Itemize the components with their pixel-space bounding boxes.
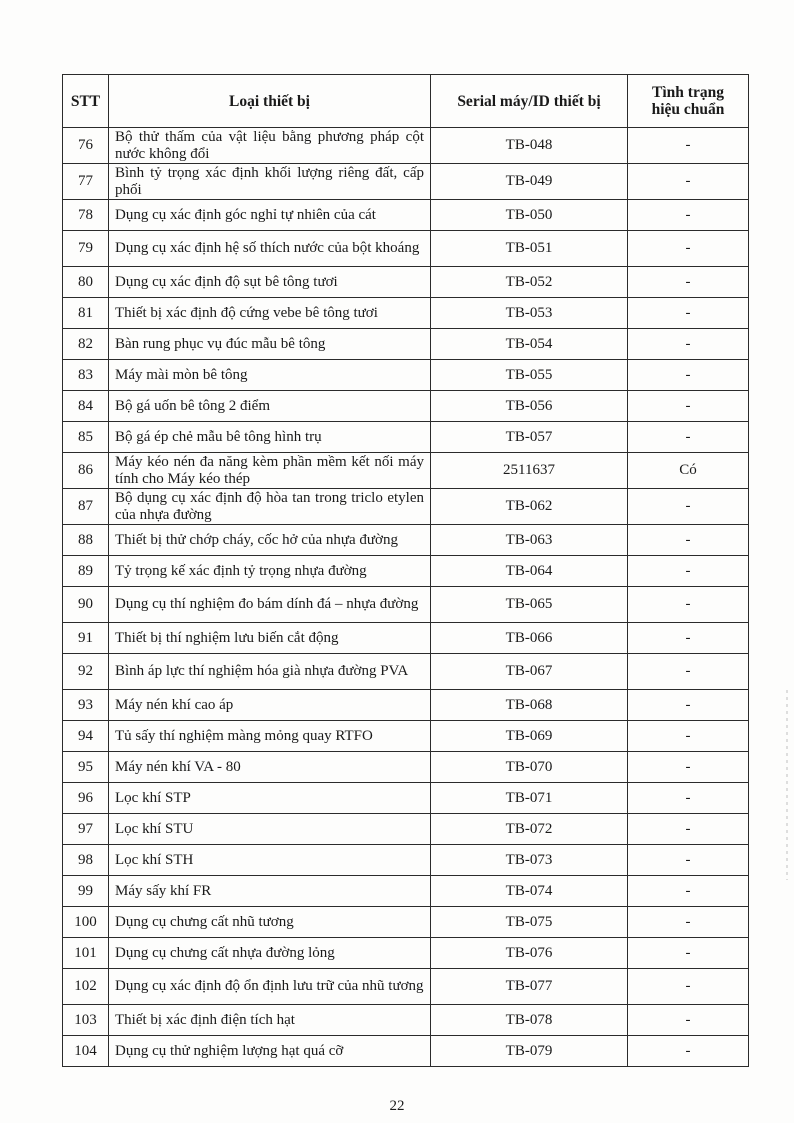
row-equipment-type: Thiết bị thí nghiệm lưu biến cắt động — [109, 623, 431, 654]
row-stt: 85 — [63, 422, 109, 453]
row-stt: 101 — [63, 938, 109, 969]
row-stt: 86 — [63, 453, 109, 489]
row-equipment-type: Máy nén khí cao áp — [109, 690, 431, 721]
row-serial-id: TB-069 — [431, 721, 628, 752]
row-calibration-status: - — [628, 623, 749, 654]
row-stt: 87 — [63, 489, 109, 525]
row-equipment-type: Dụng cụ chưng cất nhũ tương — [109, 907, 431, 938]
row-equipment-type: Lọc khí STU — [109, 814, 431, 845]
row-equipment-type: Dụng cụ xác định góc nghỉ tự nhiên của cát — [109, 200, 431, 231]
row-equipment-type: Lọc khí STP — [109, 783, 431, 814]
row-serial-id: 2511637 — [431, 453, 628, 489]
row-equipment-type: Dụng cụ chưng cất nhựa đường lỏng — [109, 938, 431, 969]
row-serial-id: TB-050 — [431, 200, 628, 231]
row-stt: 103 — [63, 1005, 109, 1036]
row-equipment-type: Dụng cụ thí nghiệm đo bám dính đá – nhựa đường — [109, 587, 431, 623]
row-equipment-type: Bộ thử thấm của vật liệu bằng phương pháp cột nước không đổi — [109, 128, 431, 164]
row-stt: 83 — [63, 360, 109, 391]
row-serial-id: TB-056 — [431, 391, 628, 422]
row-serial-id: TB-066 — [431, 623, 628, 654]
row-stt: 89 — [63, 556, 109, 587]
row-stt: 80 — [63, 267, 109, 298]
row-stt: 91 — [63, 623, 109, 654]
row-calibration-status: - — [628, 128, 749, 164]
table-row — [63, 623, 749, 654]
row-calibration-status: - — [628, 360, 749, 391]
row-stt: 77 — [63, 164, 109, 200]
row-serial-id: TB-054 — [431, 329, 628, 360]
table-row — [63, 231, 749, 267]
row-stt: 88 — [63, 525, 109, 556]
table-row — [63, 422, 749, 453]
row-serial-id: TB-055 — [431, 360, 628, 391]
row-calibration-status: - — [628, 329, 749, 360]
row-equipment-type: Thiết bị thử chớp cháy, cốc hở của nhựa đường — [109, 525, 431, 556]
table-row — [63, 525, 749, 556]
row-stt: 84 — [63, 391, 109, 422]
table-row — [63, 845, 749, 876]
row-calibration-status: - — [628, 907, 749, 938]
row-serial-id: TB-057 — [431, 422, 628, 453]
table-row — [63, 654, 749, 690]
row-serial-id: TB-075 — [431, 907, 628, 938]
table-row — [63, 1036, 749, 1067]
row-stt: 104 — [63, 1036, 109, 1067]
row-equipment-type: Bộ dụng cụ xác định độ hòa tan trong triclo etylen của nhựa đường — [109, 489, 431, 525]
row-stt: 76 — [63, 128, 109, 164]
row-equipment-type: Máy nén khí VA - 80 — [109, 752, 431, 783]
row-serial-id: TB-070 — [431, 752, 628, 783]
row-stt: 102 — [63, 969, 109, 1005]
table-row — [63, 814, 749, 845]
row-equipment-type: Bộ gá uốn bê tông 2 điểm — [109, 391, 431, 422]
table-row — [63, 360, 749, 391]
row-serial-id: TB-077 — [431, 969, 628, 1005]
row-serial-id: TB-079 — [431, 1036, 628, 1067]
table-body — [63, 128, 749, 1067]
row-equipment-type: Dụng cụ xác định độ ổn định lưu trữ của nhũ tương — [109, 969, 431, 1005]
row-equipment-type: Dụng cụ xác định hệ số thích nước của bột khoáng — [109, 231, 431, 267]
row-equipment-type: Bình tỷ trọng xác định khối lượng riêng đất, cấp phối — [109, 164, 431, 200]
row-calibration-status: - — [628, 938, 749, 969]
row-stt: 93 — [63, 690, 109, 721]
row-calibration-status: - — [628, 1005, 749, 1036]
row-equipment-type: Bình áp lực thí nghiệm hóa già nhựa đường PVA — [109, 654, 431, 690]
row-serial-id: TB-049 — [431, 164, 628, 200]
row-serial-id: TB-074 — [431, 876, 628, 907]
row-serial-id: TB-072 — [431, 814, 628, 845]
row-calibration-status: - — [628, 690, 749, 721]
row-serial-id: TB-048 — [431, 128, 628, 164]
table-row — [63, 200, 749, 231]
row-stt: 97 — [63, 814, 109, 845]
row-stt: 79 — [63, 231, 109, 267]
row-calibration-status: - — [628, 391, 749, 422]
row-equipment-type: Thiết bị xác định điện tích hạt — [109, 1005, 431, 1036]
scan-artifact — [786, 690, 788, 880]
row-serial-id: TB-067 — [431, 654, 628, 690]
row-serial-id: TB-071 — [431, 783, 628, 814]
row-calibration-status: - — [628, 721, 749, 752]
header-equipment-type: Loại thiết bị — [109, 75, 431, 128]
table-row — [63, 587, 749, 623]
table-row — [63, 128, 749, 164]
row-calibration-status: - — [628, 231, 749, 267]
table-row — [63, 721, 749, 752]
row-equipment-type: Máy mài mòn bê tông — [109, 360, 431, 391]
table-row — [63, 907, 749, 938]
table-row — [63, 391, 749, 422]
page-number: 22 — [389, 1098, 405, 1114]
row-equipment-type: Dụng cụ xác định độ sụt bê tông tươi — [109, 267, 431, 298]
row-serial-id: TB-078 — [431, 1005, 628, 1036]
row-calibration-status: - — [628, 298, 749, 329]
table-row — [63, 969, 749, 1005]
row-serial-id: TB-052 — [431, 267, 628, 298]
table-row — [63, 164, 749, 200]
row-stt: 99 — [63, 876, 109, 907]
row-serial-id: TB-053 — [431, 298, 628, 329]
row-serial-id: TB-064 — [431, 556, 628, 587]
row-calibration-status: - — [628, 556, 749, 587]
row-equipment-type: Tủ sấy thí nghiệm màng mỏng quay RTFO — [109, 721, 431, 752]
table-row — [63, 690, 749, 721]
table-row — [63, 298, 749, 329]
row-serial-id: TB-073 — [431, 845, 628, 876]
row-serial-id: TB-065 — [431, 587, 628, 623]
table-row — [63, 752, 749, 783]
table-row — [63, 938, 749, 969]
row-calibration-status: - — [628, 1036, 749, 1067]
row-equipment-type: Lọc khí STH — [109, 845, 431, 876]
table-row — [63, 556, 749, 587]
row-calibration-status: - — [628, 845, 749, 876]
row-stt: 98 — [63, 845, 109, 876]
table-row — [63, 489, 749, 525]
header-stt: STT — [63, 75, 109, 128]
table-row — [63, 267, 749, 298]
row-calibration-status: - — [628, 814, 749, 845]
row-calibration-status: - — [628, 489, 749, 525]
header-calibration-status: Tình trạng hiệu chuẩn — [628, 75, 749, 128]
row-serial-id: TB-062 — [431, 489, 628, 525]
table-row — [63, 329, 749, 360]
row-serial-id: TB-076 — [431, 938, 628, 969]
row-equipment-type: Bộ gá ép chẻ mẫu bê tông hình trụ — [109, 422, 431, 453]
row-calibration-status: - — [628, 654, 749, 690]
row-stt: 82 — [63, 329, 109, 360]
row-calibration-status: - — [628, 752, 749, 783]
row-equipment-type: Dụng cụ thử nghiệm lượng hạt quá cỡ — [109, 1036, 431, 1067]
row-calibration-status: - — [628, 969, 749, 1005]
row-calibration-status: - — [628, 876, 749, 907]
row-serial-id: TB-051 — [431, 231, 628, 267]
table-row — [63, 453, 749, 489]
row-stt: 78 — [63, 200, 109, 231]
row-stt: 90 — [63, 587, 109, 623]
row-calibration-status: - — [628, 200, 749, 231]
row-stt: 94 — [63, 721, 109, 752]
row-equipment-type: Máy kéo nén đa năng kèm phần mềm kết nối máy tính cho Máy kéo thép — [109, 453, 431, 489]
row-calibration-status: Có — [628, 453, 749, 489]
row-calibration-status: - — [628, 164, 749, 200]
equipment-table — [62, 74, 749, 1067]
header-serial-id: Serial máy/ID thiết bị — [431, 75, 628, 128]
row-equipment-type: Thiết bị xác định độ cứng vebe bê tông tươi — [109, 298, 431, 329]
row-equipment-type: Tỷ trọng kế xác định tỷ trọng nhựa đường — [109, 556, 431, 587]
row-calibration-status: - — [628, 783, 749, 814]
table-row — [63, 1005, 749, 1036]
row-calibration-status: - — [628, 525, 749, 556]
row-calibration-status: - — [628, 267, 749, 298]
row-calibration-status: - — [628, 422, 749, 453]
table-row — [63, 876, 749, 907]
row-stt: 81 — [63, 298, 109, 329]
row-stt: 100 — [63, 907, 109, 938]
table-row — [63, 783, 749, 814]
row-stt: 96 — [63, 783, 109, 814]
row-stt: 92 — [63, 654, 109, 690]
row-calibration-status: - — [628, 587, 749, 623]
row-stt: 95 — [63, 752, 109, 783]
row-equipment-type: Máy sấy khí FR — [109, 876, 431, 907]
row-serial-id: TB-063 — [431, 525, 628, 556]
row-equipment-type: Bàn rung phục vụ đúc mẫu bê tông — [109, 329, 431, 360]
row-serial-id: TB-068 — [431, 690, 628, 721]
table-header-row — [63, 75, 749, 128]
